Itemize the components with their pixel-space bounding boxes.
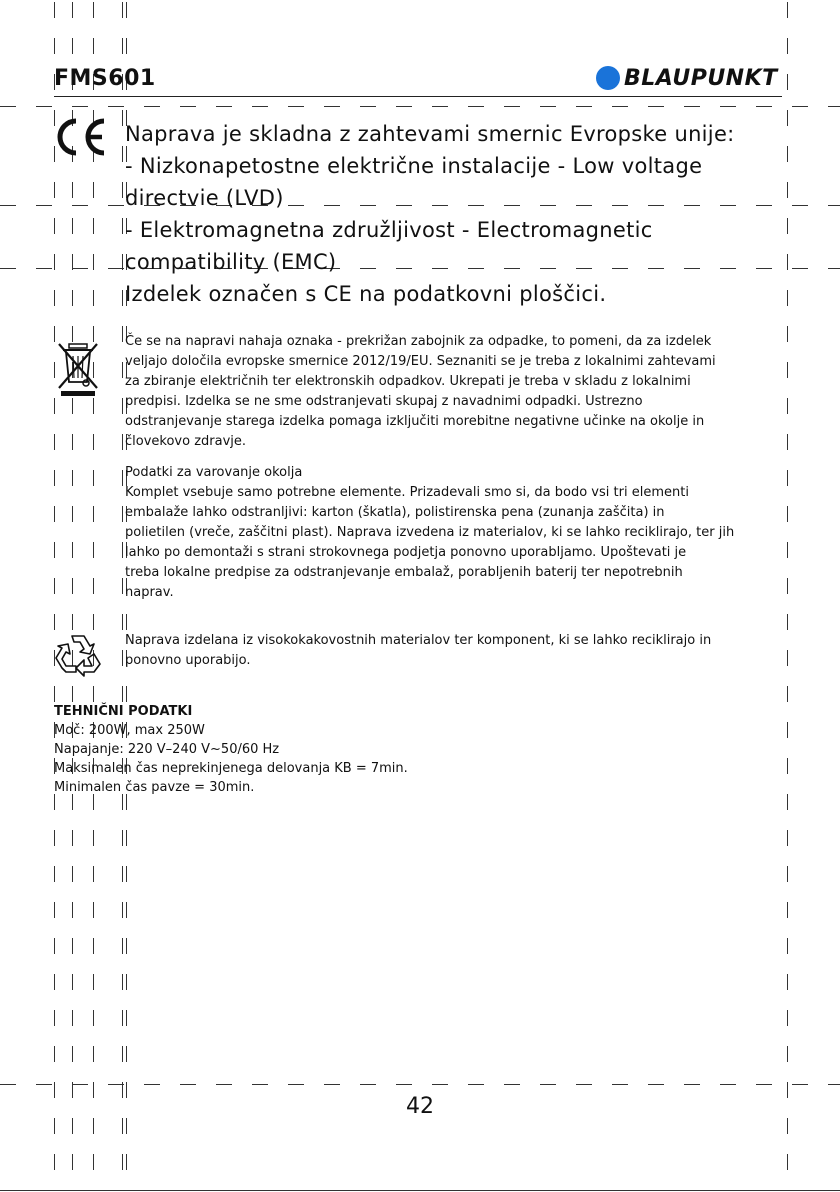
environment-paragraph [125, 463, 805, 603]
crop-mark [360, 106, 376, 107]
crop-mark [54, 506, 55, 522]
weee-line: predpisi. Izdelka se ne sme odstranjevati skupaj z navadnimi odpadki. Ustrezno [125, 394, 643, 409]
crop-mark [122, 866, 123, 882]
crop-mark [54, 218, 55, 234]
crop-mark [122, 470, 123, 486]
crop-mark [72, 218, 73, 234]
crop-mark [122, 434, 123, 450]
ce-line: - Elektromagnetna združljivost - Electromagnetic [125, 218, 653, 242]
crop-mark [720, 106, 736, 107]
weee-line: človekovo zdravje. [125, 434, 247, 449]
crop-mark [787, 38, 788, 54]
crop-mark [93, 1010, 94, 1026]
crop-mark [0, 106, 16, 107]
crop-mark [122, 1118, 123, 1134]
crop-mark [720, 1084, 736, 1085]
weee-crossed-bin-icon [55, 338, 101, 398]
crop-mark [93, 614, 94, 630]
env-line: naprav. [125, 585, 174, 600]
crop-mark [72, 1154, 73, 1170]
crop-mark [787, 1046, 788, 1062]
crop-mark [612, 1084, 628, 1085]
crop-mark [93, 2, 94, 18]
crop-mark [93, 506, 94, 522]
crop-mark [252, 1084, 268, 1085]
tech-line: Moč: 200W, max 250W [54, 723, 205, 738]
technical-data [54, 702, 408, 797]
crop-mark [126, 866, 127, 882]
crop-mark [216, 106, 232, 107]
crop-mark [93, 290, 94, 306]
tech-line: Minimalen čas pavze = 30min. [54, 780, 255, 795]
ce-compliance-text [125, 118, 815, 310]
env-heading: Podatki za varovanje okolja [125, 465, 303, 480]
crop-mark [216, 1084, 232, 1085]
brand-dot-icon [596, 66, 620, 90]
page-number: 42 [406, 1094, 434, 1119]
crop-mark [72, 38, 73, 54]
crop-mark [93, 578, 94, 594]
crop-mark [122, 542, 123, 558]
weee-paragraph [125, 332, 805, 452]
crop-mark [828, 205, 840, 206]
crop-mark [787, 974, 788, 990]
crop-mark [787, 1118, 788, 1134]
crop-mark [828, 268, 840, 269]
crop-mark [252, 106, 268, 107]
crop-mark [36, 1084, 52, 1085]
crop-mark [324, 1084, 340, 1085]
crop-mark [108, 1084, 124, 1085]
crop-mark [324, 106, 340, 107]
crop-mark [468, 1084, 484, 1085]
crop-mark [612, 106, 628, 107]
crop-mark [144, 1084, 160, 1085]
ce-line: directvie (LVD) [125, 186, 284, 210]
tech-line: Maksimalen čas neprekinjenega delovanja KB = 7min. [54, 761, 408, 776]
crop-mark [93, 1082, 94, 1098]
crop-mark [787, 722, 788, 738]
crop-mark [360, 1084, 376, 1085]
crop-mark [72, 268, 88, 269]
crop-mark [126, 974, 127, 990]
crop-mark [93, 434, 94, 450]
crop-mark [122, 146, 123, 162]
crop-mark [122, 686, 123, 702]
crop-mark [72, 182, 73, 198]
crop-mark [828, 1084, 840, 1085]
crop-mark [72, 1010, 73, 1026]
recycle-paragraph [125, 631, 805, 671]
crop-mark [54, 542, 55, 558]
ce-line: - Nizkonapetostne električne instalacije - Low voltage [125, 154, 703, 178]
brand-logo [596, 66, 778, 90]
crop-mark [504, 1084, 520, 1085]
crop-mark [787, 1082, 788, 1098]
crop-mark [108, 205, 124, 206]
ce-mark-icon [54, 117, 108, 157]
crop-mark [72, 542, 73, 558]
recycling-icon [54, 632, 102, 678]
crop-mark [684, 1084, 700, 1085]
crop-mark [288, 106, 304, 107]
crop-mark [54, 1154, 55, 1170]
crop-mark [93, 974, 94, 990]
crop-mark [93, 218, 94, 234]
crop-mark [72, 1084, 88, 1085]
crop-mark [54, 470, 55, 486]
crop-mark [126, 1046, 127, 1062]
crop-mark [54, 1082, 55, 1098]
crop-mark [54, 434, 55, 450]
crop-mark [93, 866, 94, 882]
crop-mark [540, 1084, 556, 1085]
crop-mark [787, 938, 788, 954]
crop-mark [126, 1010, 127, 1026]
model-name: FMS601 [54, 66, 156, 91]
crop-mark [93, 542, 94, 558]
crop-mark [122, 398, 123, 414]
crop-mark [576, 106, 592, 107]
crop-mark [54, 938, 55, 954]
crop-mark [93, 398, 94, 414]
crop-mark [72, 830, 73, 846]
crop-mark [122, 218, 123, 234]
crop-mark [126, 938, 127, 954]
crop-mark [36, 106, 52, 107]
crop-mark [787, 758, 788, 774]
crop-mark [126, 902, 127, 918]
crop-mark [122, 974, 123, 990]
crop-mark [108, 268, 124, 269]
crop-mark [72, 290, 73, 306]
crop-mark [180, 1084, 196, 1085]
bottom-rule [0, 1190, 840, 1191]
crop-mark [93, 182, 94, 198]
crop-mark [576, 1084, 592, 1085]
crop-mark [0, 268, 16, 269]
crop-mark [126, 614, 127, 630]
crop-mark [540, 106, 556, 107]
crop-mark [684, 106, 700, 107]
crop-mark [72, 434, 73, 450]
crop-mark [126, 1154, 127, 1170]
crop-mark [72, 866, 73, 882]
crop-mark [122, 362, 123, 378]
crop-mark [54, 902, 55, 918]
technical-data-title: TEHNIČNI PODATKI [54, 704, 193, 719]
env-line: treba lokalne predpise za odstranjevanje embalaž, porabljenih baterij ter nepotrebnih [125, 565, 683, 580]
crop-mark [54, 290, 55, 306]
crop-mark [0, 1084, 16, 1085]
crop-mark [122, 902, 123, 918]
crop-mark [72, 470, 73, 486]
crop-mark [126, 38, 127, 54]
crop-mark [54, 38, 55, 54]
crop-mark [787, 866, 788, 882]
ce-line: compatibility (EMC) [125, 250, 337, 274]
crop-mark [122, 506, 123, 522]
crop-mark [72, 974, 73, 990]
tech-line: Napajanje: 220 V–240 V~50/60 Hz [54, 742, 280, 757]
crop-mark [787, 2, 788, 18]
crop-mark [72, 106, 88, 107]
crop-mark [432, 1084, 448, 1085]
crop-mark [72, 686, 73, 702]
recycle-line: ponovno uporabijo. [125, 653, 251, 668]
crop-mark [36, 268, 52, 269]
crop-mark [72, 902, 73, 918]
env-line: lahko po demontaži s strani strokovnega podjetja ponovno uporabljamo. Upoštevati je [125, 545, 687, 560]
crop-mark [787, 1010, 788, 1026]
crop-mark [122, 614, 123, 630]
crop-mark [122, 830, 123, 846]
crop-mark [93, 1046, 94, 1062]
crop-mark [828, 106, 840, 107]
crop-mark [122, 2, 123, 18]
crop-mark [54, 1010, 55, 1026]
crop-mark [54, 686, 55, 702]
ce-line: Izdelek označen s CE na podatkovni ploščici. [125, 282, 607, 306]
brand-name: BLAUPUNKT [624, 65, 778, 91]
crop-mark [54, 614, 55, 630]
crop-mark [396, 1084, 412, 1085]
crop-mark [756, 1084, 772, 1085]
crop-mark [787, 74, 788, 90]
crop-mark [93, 938, 94, 954]
crop-mark [126, 830, 127, 846]
crop-mark [756, 106, 772, 107]
crop-mark [93, 902, 94, 918]
crop-mark [122, 1046, 123, 1062]
crop-mark [54, 254, 55, 270]
crop-mark [122, 38, 123, 54]
crop-mark [54, 830, 55, 846]
crop-mark [54, 1046, 55, 1062]
crop-mark [396, 106, 412, 107]
crop-mark [126, 2, 127, 18]
crop-mark [122, 938, 123, 954]
crop-mark [787, 614, 788, 630]
crop-mark [126, 1118, 127, 1134]
env-line: polietilen (vreče, zaščitni plast). Naprava izvedena iz materialov, ki se lahko reciklirajo, ter jih [125, 525, 735, 540]
crop-mark [93, 830, 94, 846]
crop-mark [126, 686, 127, 702]
crop-mark [122, 1154, 123, 1170]
crop-mark [54, 398, 55, 414]
env-line: embalaže lahko odstranljivi: karton (škatla), polistirenska pena (zunanja zaščita) in [125, 505, 665, 520]
crop-mark [72, 1046, 73, 1062]
crop-mark [93, 254, 94, 270]
crop-mark [504, 106, 520, 107]
crop-mark [144, 106, 160, 107]
crop-mark [787, 1154, 788, 1170]
header-rule [54, 96, 782, 97]
crop-mark [122, 326, 123, 342]
crop-mark [122, 290, 123, 306]
crop-mark [54, 2, 55, 18]
crop-mark [122, 578, 123, 594]
crop-mark [36, 205, 52, 206]
ce-line: Naprava je skladna z zahtevami smernic Evropske unije: [125, 122, 735, 146]
crop-mark [72, 578, 73, 594]
crop-mark [787, 686, 788, 702]
weee-line: odstranjevanje starega izdelka pomaga izključiti morebitne negativne učinke na okolje in [125, 414, 705, 429]
crop-mark [468, 106, 484, 107]
crop-mark [72, 2, 73, 18]
crop-mark [787, 830, 788, 846]
crop-mark [72, 1118, 73, 1134]
crop-mark [122, 182, 123, 198]
crop-mark [787, 902, 788, 918]
crop-mark [72, 614, 73, 630]
crop-mark [54, 1118, 55, 1134]
weee-line: Če se na napravi nahaja oznaka - prekrižan zabojnik za odpadke, to pomeni, da za izdelek [125, 334, 712, 349]
crop-mark [54, 974, 55, 990]
crop-mark [180, 106, 196, 107]
recycle-line: Naprava izdelana iz visokokakovostnih materialov ter komponent, ki se lahko reciklirajo in [125, 633, 712, 648]
weee-line: za zbiranje električnih ter elektronskih odpadkov. Ukrepati je treba v skladu z lokalnimi [125, 374, 691, 389]
crop-mark [72, 398, 73, 414]
crop-mark [72, 506, 73, 522]
crop-mark [792, 106, 808, 107]
crop-mark [72, 205, 88, 206]
crop-mark [108, 106, 124, 107]
crop-mark [0, 205, 16, 206]
crop-mark [792, 1084, 808, 1085]
crop-mark [93, 686, 94, 702]
crop-mark [126, 1082, 127, 1098]
env-line: Komplet vsebuje samo potrebne elemente. Prizadevali smo si, da bodo vsi tri elementi [125, 485, 689, 500]
crop-mark [122, 110, 123, 126]
crop-mark [93, 1154, 94, 1170]
crop-mark [288, 1084, 304, 1085]
crop-mark [787, 794, 788, 810]
crop-mark [432, 106, 448, 107]
crop-mark [54, 182, 55, 198]
crop-mark [54, 578, 55, 594]
crop-mark [648, 106, 664, 107]
crop-mark [93, 1118, 94, 1134]
crop-mark [122, 1010, 123, 1026]
weee-line: veljajo določila evropske smernice 2012/19/EU. Seznaniti se je treba z lokalnimi zahtevami [125, 354, 716, 369]
crop-mark [122, 650, 123, 666]
crop-mark [648, 1084, 664, 1085]
crop-mark [72, 938, 73, 954]
crop-mark [93, 38, 94, 54]
crop-mark [93, 470, 94, 486]
crop-mark [54, 866, 55, 882]
